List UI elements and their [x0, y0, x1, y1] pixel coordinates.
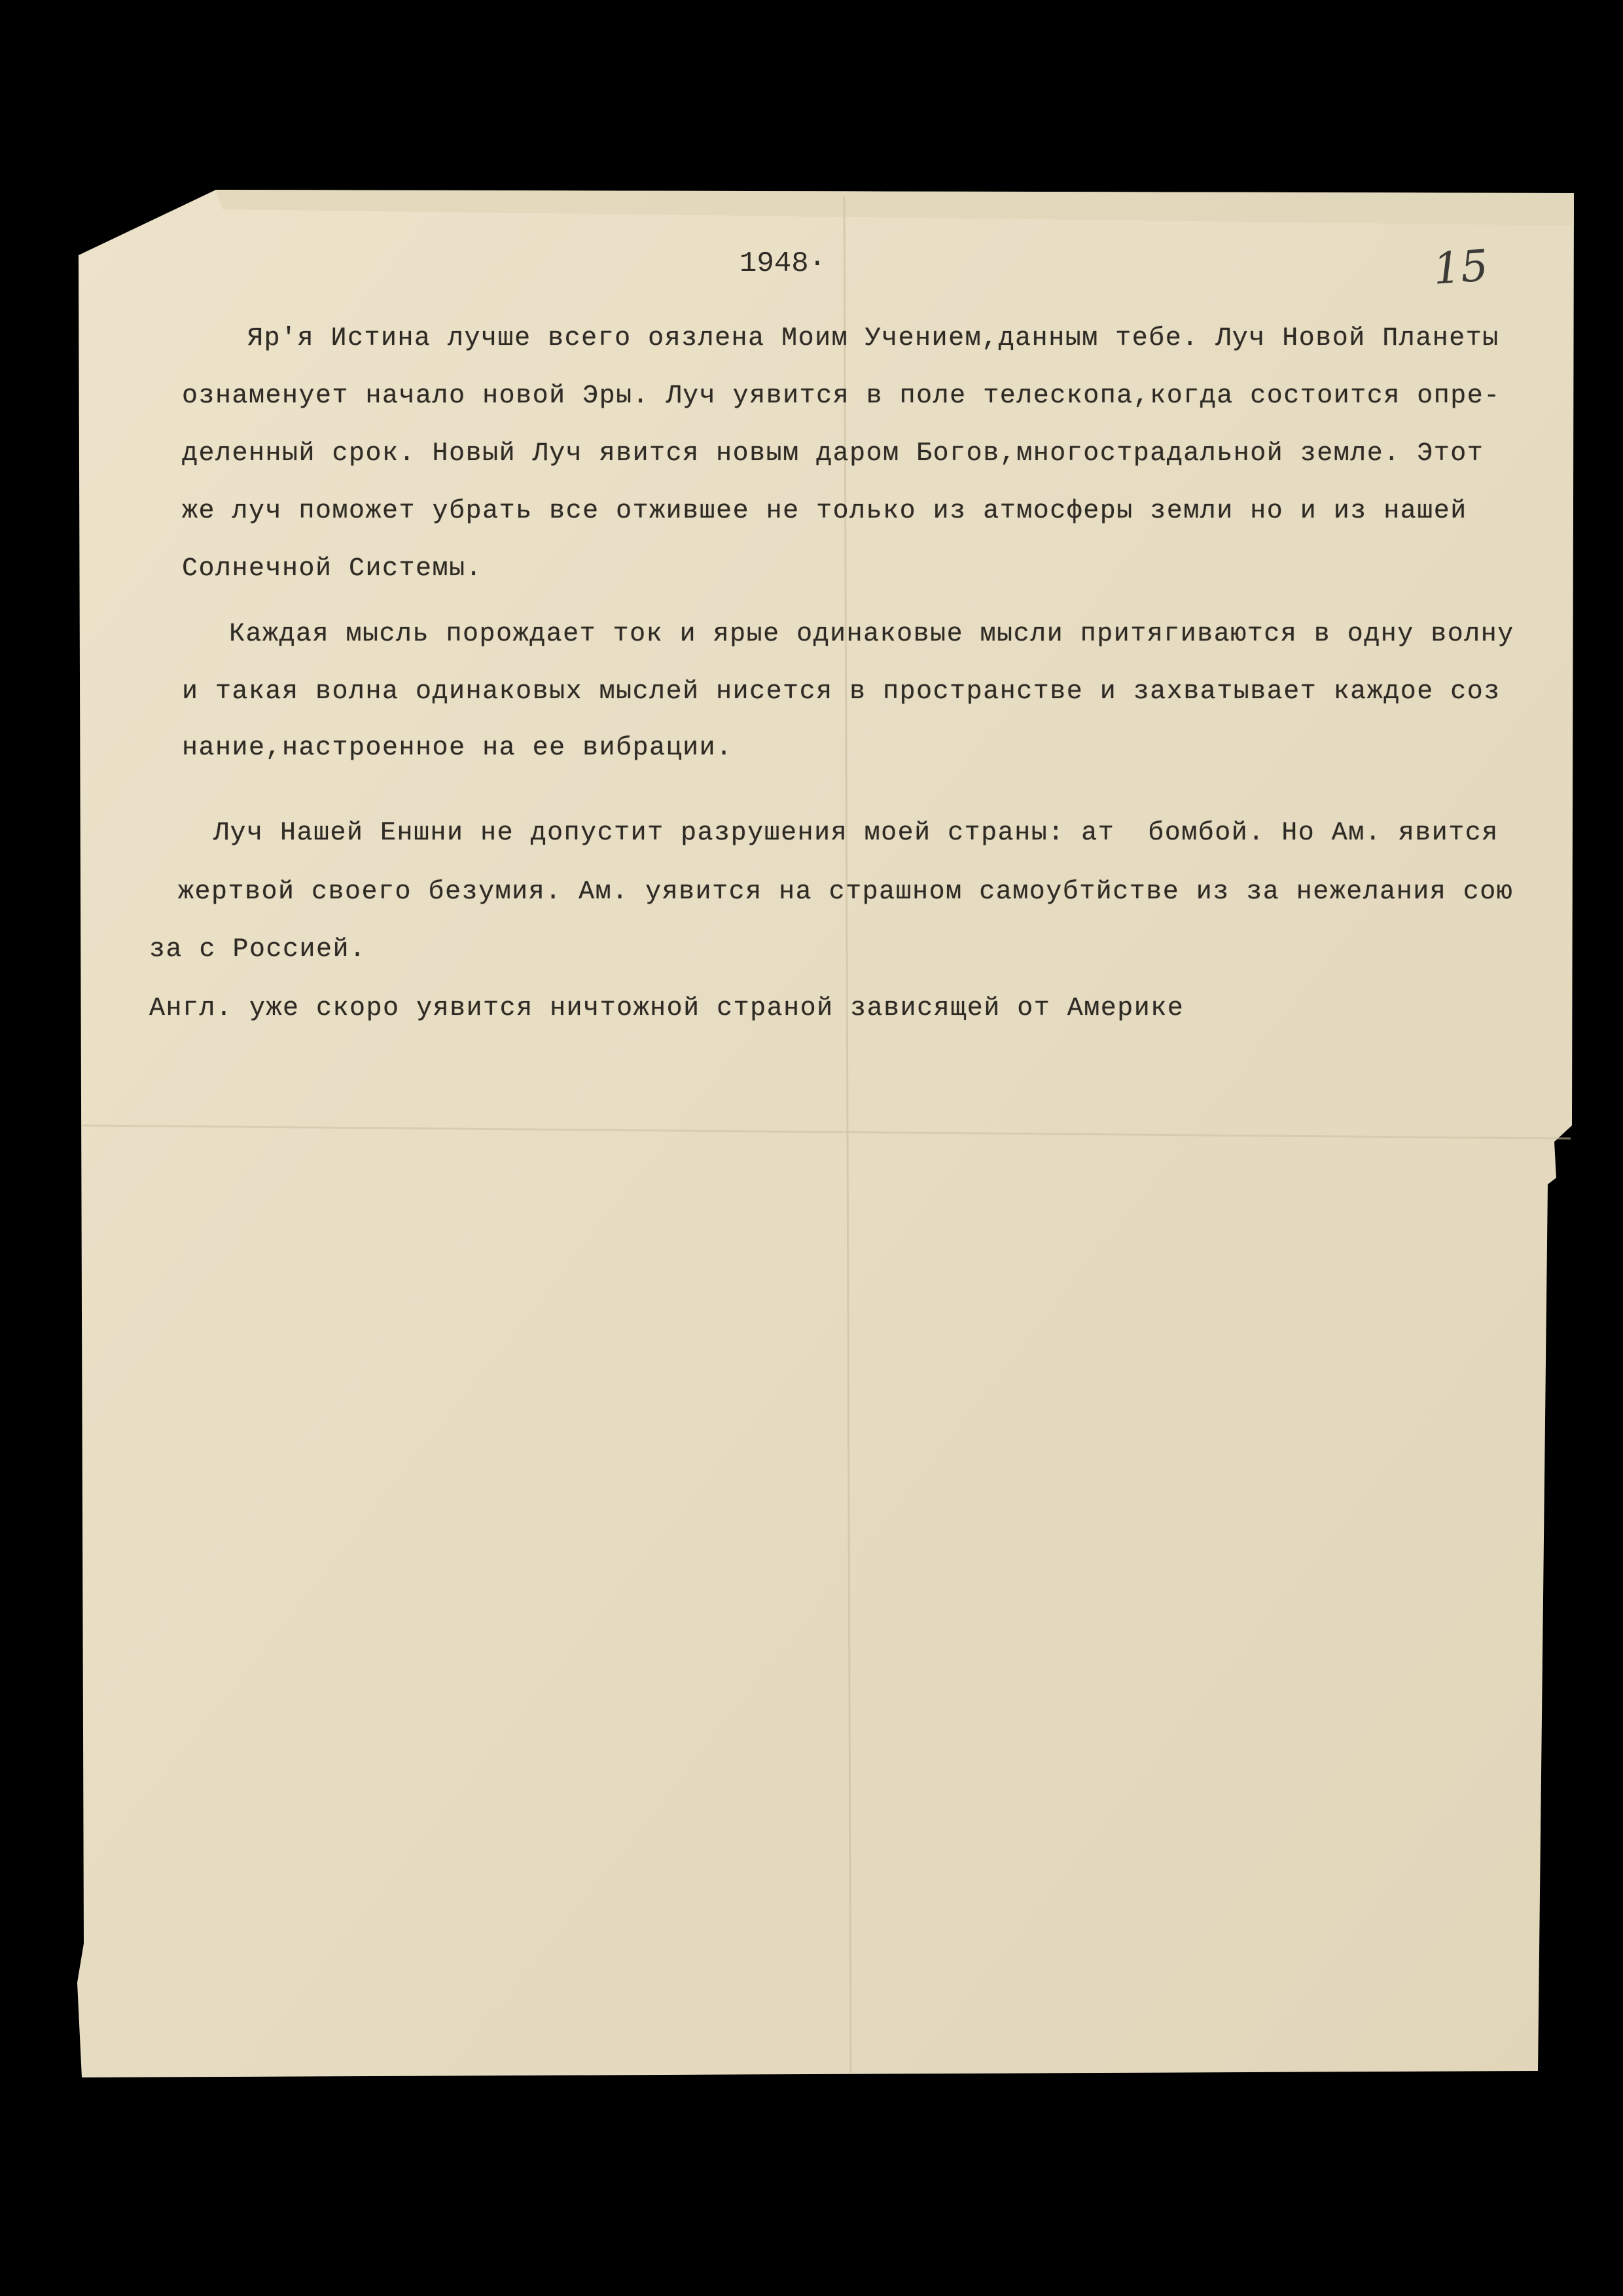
text-line: нание,настроенное на ее вибрации.	[182, 733, 733, 763]
document-year: 1948·	[740, 247, 827, 280]
text-line: деленный срок. Новый Луч явится новым даром Богов,многострадальной земле. Этот	[182, 439, 1484, 468]
text-line: Яр'я Истина лучше всего оязлена Моим Учением,данным тебе. Луч Новой Планеты	[247, 324, 1499, 353]
text-line: жертвой своего безумия. Ам. уявится на страшном самоубтйстве из за нежелания сою	[178, 877, 1514, 907]
handwritten-page-number: 15	[1431, 240, 1490, 294]
text-line: Каждая мысль порождает ток и ярые одинаковые мысли притягиваются в одну волну	[229, 620, 1514, 649]
text-line: же луч поможет убрать все отжившее не только из атмосферы земли но и из нашей	[182, 497, 1467, 526]
text-line: за с Россией.	[149, 935, 366, 964]
text-line: Луч Нашей Еншни не допустит разрушения моей страны: ат бомбой. Но Ам. явится	[213, 819, 1499, 848]
text-line: Англ. уже скоро уявится ничтожной страной зависящей от Америке	[149, 994, 1185, 1023]
text-line: и такая волна одинаковых мыслей нисется в пространстве и захватывает каждое соз	[182, 677, 1501, 707]
text-line: ознаменует начало новой Эры. Луч уявится в поле телескопа,когда состоится опре-	[182, 381, 1501, 411]
text-line: Солнечной Системы.	[182, 554, 483, 584]
